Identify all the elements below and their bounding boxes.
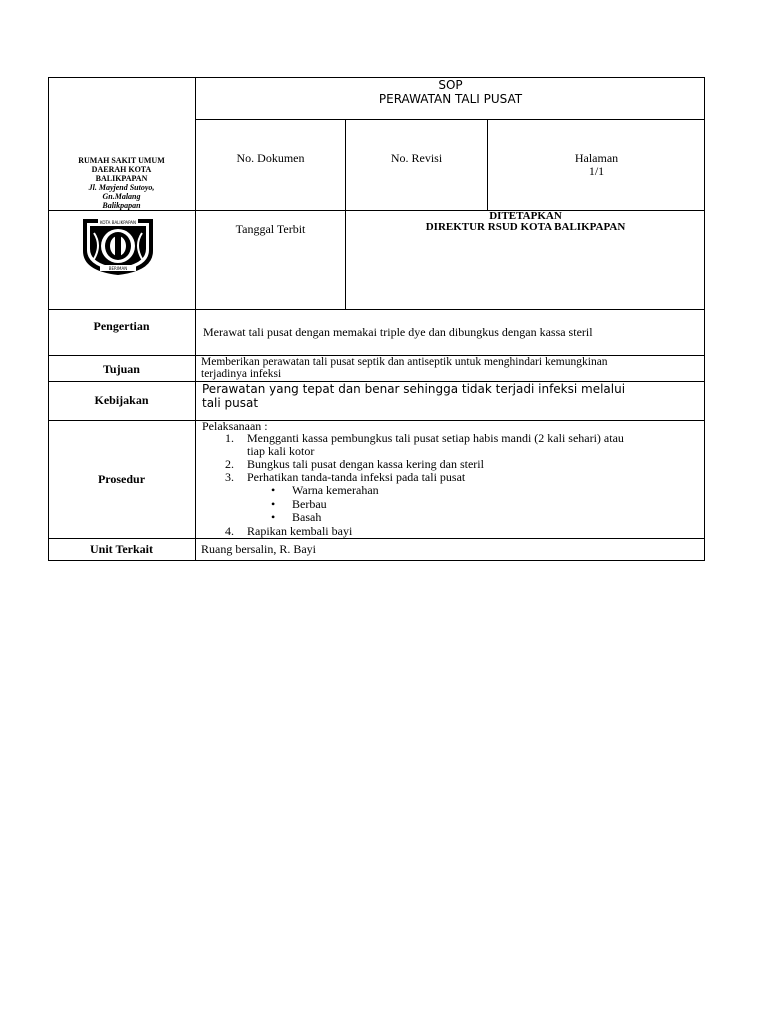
step-4-number: 4. xyxy=(225,524,234,538)
prosedur-intro: Pelaksanaan : xyxy=(202,419,268,433)
balikpapan-city-logo xyxy=(80,215,156,277)
sign-item: Berbau xyxy=(292,497,327,511)
hospital-name-line2: DAERAH KOTA xyxy=(91,165,152,174)
step-1-line2: tiap kali kotor xyxy=(247,444,315,458)
tujuan-text-line2: terjadinya infeksi xyxy=(201,368,282,380)
step-4-line1: Rapikan kembali bayi xyxy=(247,524,353,538)
bullet-icon: • xyxy=(271,497,276,511)
header-bottom xyxy=(48,309,705,310)
title-row-bottom xyxy=(195,119,705,120)
step-1-number: 1. xyxy=(225,431,234,445)
step-2-line1: Bungkus tali pusat dengan kassa kering dan steril xyxy=(247,457,484,471)
tanggal-terbit-label: Tanggal Terbit xyxy=(235,222,306,236)
prosedur-label: Prosedur xyxy=(97,472,146,486)
hospital-name-line3: BALIKPAPAN xyxy=(95,174,148,183)
unit-terkait-label: Unit Terkait xyxy=(89,542,153,556)
hospital-address-line3: Balikpapan xyxy=(102,201,141,210)
no-dokumen-label: No. Dokumen xyxy=(236,151,305,165)
kebijakan-label: Kebijakan xyxy=(94,393,149,407)
svg-text:BERIMAN: BERIMAN xyxy=(108,266,128,271)
prosedur-bottom xyxy=(48,538,705,539)
tujuan-label: Tujuan xyxy=(103,362,140,376)
hospital-address-line2: Gn.Malang xyxy=(102,192,141,201)
unit-terkait-text: Ruang bersalin, R. Bayi xyxy=(201,542,316,556)
pengertian-label: Pengertian xyxy=(93,319,150,333)
step-1-line1: Mengganti kassa pembungkus tali pusat setiap habis mandi (2 kali sehari) atau xyxy=(247,431,624,445)
step-3-line1: Perhatikan tanda-tanda infeksi pada tali pusat xyxy=(247,470,466,484)
kebijakan-text-line1: Perawatan yang tepat dan benar sehingga tidak terjadi infeksi melalui xyxy=(202,382,626,396)
bullet-icon: • xyxy=(271,510,276,524)
pengertian-text: Merawat tali pusat dengan memakai triple dye dan dibungkus dengan kassa steril xyxy=(203,325,593,339)
halaman-value: 1/1 xyxy=(588,164,605,178)
sign-item: Warna kemerahan xyxy=(292,483,379,497)
sop-label: SOP xyxy=(438,78,463,92)
tujuan-text-line1: Memberikan perawatan tali pusat septik dan antiseptik untuk menghindari kemungkinan xyxy=(201,356,608,368)
kebijakan-text-line2: tali pusat xyxy=(202,396,259,410)
svg-text:KOTA BALIKPAPAN: KOTA BALIKPAPAN xyxy=(100,220,136,225)
step-3-number: 3. xyxy=(225,470,234,484)
direktur-label: DIREKTUR RSUD KOTA BALIKPAPAN xyxy=(425,221,626,233)
page-title: PERAWATAN TALI PUSAT xyxy=(378,92,523,106)
kebijakan-bottom xyxy=(48,420,705,421)
sign-item: Basah xyxy=(292,510,322,524)
label-column-divider xyxy=(195,77,196,561)
hospital-name-line1: RUMAH SAKIT UMUM xyxy=(78,156,165,165)
no-revisi-label: No. Revisi xyxy=(390,151,443,165)
halaman-label: Halaman xyxy=(574,151,619,165)
ditetapkan-label: DITETAPKAN xyxy=(489,210,562,222)
hospital-address-line1: Jl. Mayjend Sutoyo, xyxy=(88,183,155,192)
bullet-icon: • xyxy=(271,483,276,497)
step-2-number: 2. xyxy=(225,457,234,471)
